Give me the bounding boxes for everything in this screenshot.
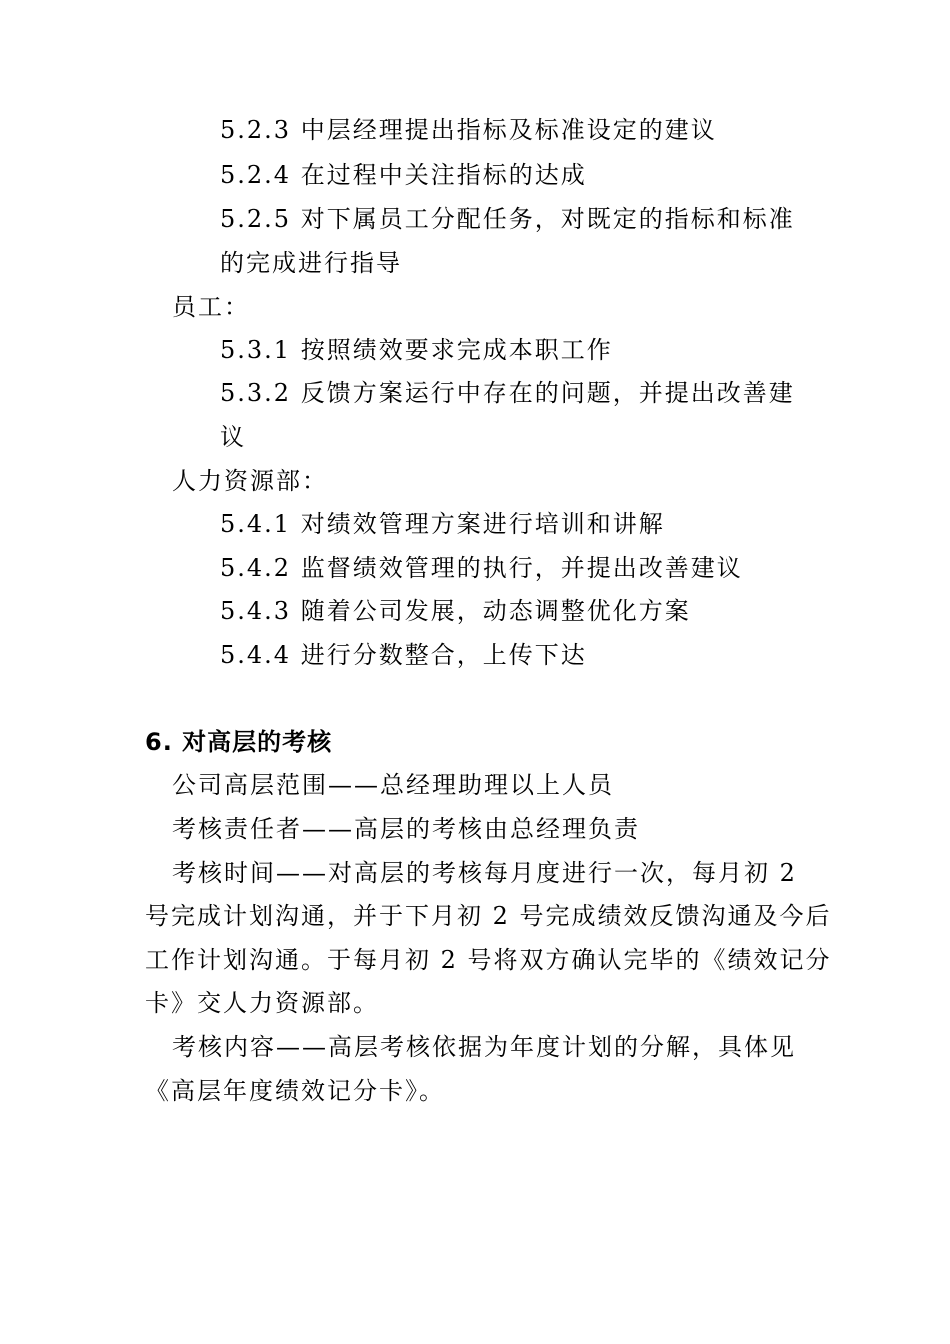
- section-heading: 6. 对高层的考核: [145, 728, 333, 756]
- list-item-5-2-5-continued: 的完成进行指导: [220, 249, 402, 277]
- paragraph-content: 考核内容——高层考核依据为年度计划的分解，具体见: [172, 1033, 796, 1061]
- hr-department-label: 人力资源部：: [172, 467, 328, 495]
- list-item-5-2-3: 5.2.3 中层经理提出指标及标准设定的建议: [220, 116, 717, 144]
- list-item-5-3-2: 5.3.2 反馈方案运行中存在的问题，并提出改善建: [220, 379, 795, 407]
- list-item-5-3-1: 5.3.1 按照绩效要求完成本职工作: [220, 336, 613, 364]
- paragraph-time: 考核时间——对高层的考核每月度进行一次，每月初 2: [172, 859, 797, 887]
- list-item-5-4-4: 5.4.4 进行分数整合，上传下达: [220, 641, 587, 669]
- paragraph-time-line-4: 卡》交人力资源部。: [145, 989, 379, 1017]
- employee-label: 员工：: [172, 293, 250, 321]
- list-item-5-4-3: 5.4.3 随着公司发展，动态调整优化方案: [220, 597, 691, 625]
- list-item-5-2-4: 5.2.4 在过程中关注指标的达成: [220, 161, 587, 189]
- list-item-5-2-5: 5.2.5 对下属员工分配任务，对既定的指标和标准: [220, 205, 795, 233]
- list-item-5-3-2-continued: 议: [220, 423, 246, 451]
- list-item-5-4-1: 5.4.1 对绩效管理方案进行培训和讲解: [220, 510, 665, 538]
- list-item-5-4-2: 5.4.2 监督绩效管理的执行，并提出改善建议: [220, 554, 743, 582]
- paragraph-responsible: 考核责任者——高层的考核由总经理负责: [172, 815, 640, 843]
- paragraph-scope: 公司高层范围——总经理助理以上人员: [172, 771, 614, 799]
- paragraph-time-line-3: 工作计划沟通。于每月初 2 号将双方确认完毕的《绩效记分: [145, 946, 832, 974]
- paragraph-time-line-2: 号完成计划沟通，并于下月初 2 号完成绩效反馈沟通及今后: [145, 902, 832, 930]
- paragraph-content-line-2: 《高层年度绩效记分卡》。: [145, 1077, 445, 1105]
